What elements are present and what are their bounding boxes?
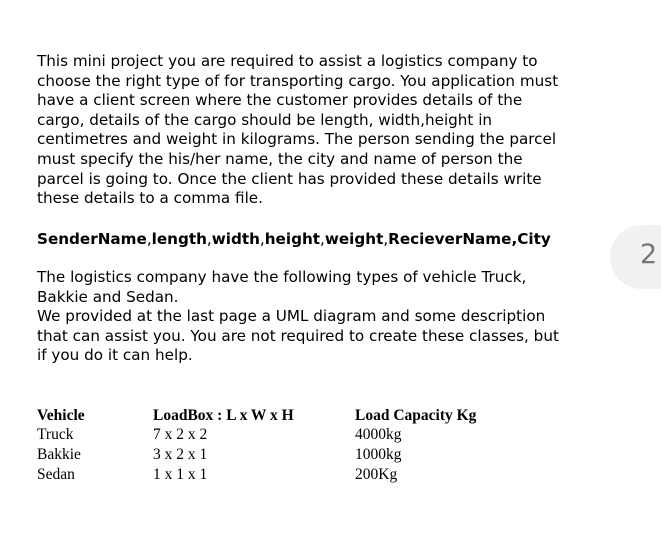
- paragraph-line: have a client screen where the customer provides details of the: [37, 91, 523, 110]
- vehicles-paragraph: [37, 268, 619, 366]
- table-cell: 1000kg: [355, 445, 402, 463]
- paragraph-line: choose the right type of for transporting cargo. You application must: [37, 71, 559, 90]
- vehicle-table: [37, 406, 515, 484]
- field-separator: ,: [320, 230, 325, 248]
- field-separator: ,: [259, 230, 265, 248]
- intro-paragraph: [37, 52, 619, 209]
- field-separator: ,: [511, 230, 518, 248]
- table-cell: 1 x 1 x 1: [153, 465, 208, 483]
- column-header: LoadBox : L x W x H: [153, 406, 294, 424]
- table-cell: 4000kg: [355, 426, 402, 444]
- paragraph-line: that can assist you. You are not required to create these classes, but: [37, 326, 559, 345]
- table-row: [37, 426, 515, 446]
- table-cell: Truck: [37, 426, 74, 444]
- column-header: Load Capacity Kg: [355, 406, 477, 424]
- field-separator: ,: [206, 230, 212, 248]
- table-cell: 7 x 2 x 2: [153, 426, 208, 444]
- table-cell: Sedan: [37, 465, 75, 483]
- csv-field-list: [37, 230, 637, 250]
- paragraph-line: must specify the his/her name, the city and name of person the: [37, 149, 523, 168]
- page-number: 2: [640, 239, 658, 270]
- table-row: [37, 465, 515, 485]
- paragraph-line: We provided at the last page a UML diagram and some description: [37, 307, 546, 326]
- field-width: width: [211, 230, 260, 248]
- field-weight: weight: [324, 230, 384, 248]
- field-city: City: [517, 230, 551, 248]
- paragraph-line: This mini project you are required to assist a logistics company to: [37, 52, 538, 70]
- paragraph-line: parcel is going to. Once the client has provided these details write: [37, 169, 542, 188]
- table-cell: Bakkie: [37, 445, 81, 463]
- field-sender-name: SenderName: [37, 230, 147, 248]
- table-row: [37, 445, 515, 465]
- paragraph-line: cargo, details of the cargo should be length, width,height in: [37, 110, 493, 129]
- field-height: height: [264, 230, 321, 248]
- paragraph-line: these details to a comma file.: [37, 189, 263, 208]
- table-cell: 200Kg: [355, 465, 398, 483]
- table-cell: 3 x 2 x 1: [153, 445, 208, 463]
- field-separator: ,: [146, 230, 152, 248]
- field-separator: ,: [383, 230, 389, 248]
- paragraph-line: The logistics company have the following types of vehicle Truck,: [37, 268, 527, 286]
- paragraph-line: if you do it can help.: [37, 346, 193, 365]
- field-reciever-name: RecieverName: [388, 230, 512, 248]
- paragraph-line: Bakkie and Sedan.: [37, 287, 179, 306]
- table-header-row: [37, 406, 515, 426]
- field-length: length: [151, 230, 207, 248]
- column-header: Vehicle: [37, 406, 85, 424]
- paragraph-line: centimetres and weight in kilograms. The person sending the parcel: [37, 130, 557, 149]
